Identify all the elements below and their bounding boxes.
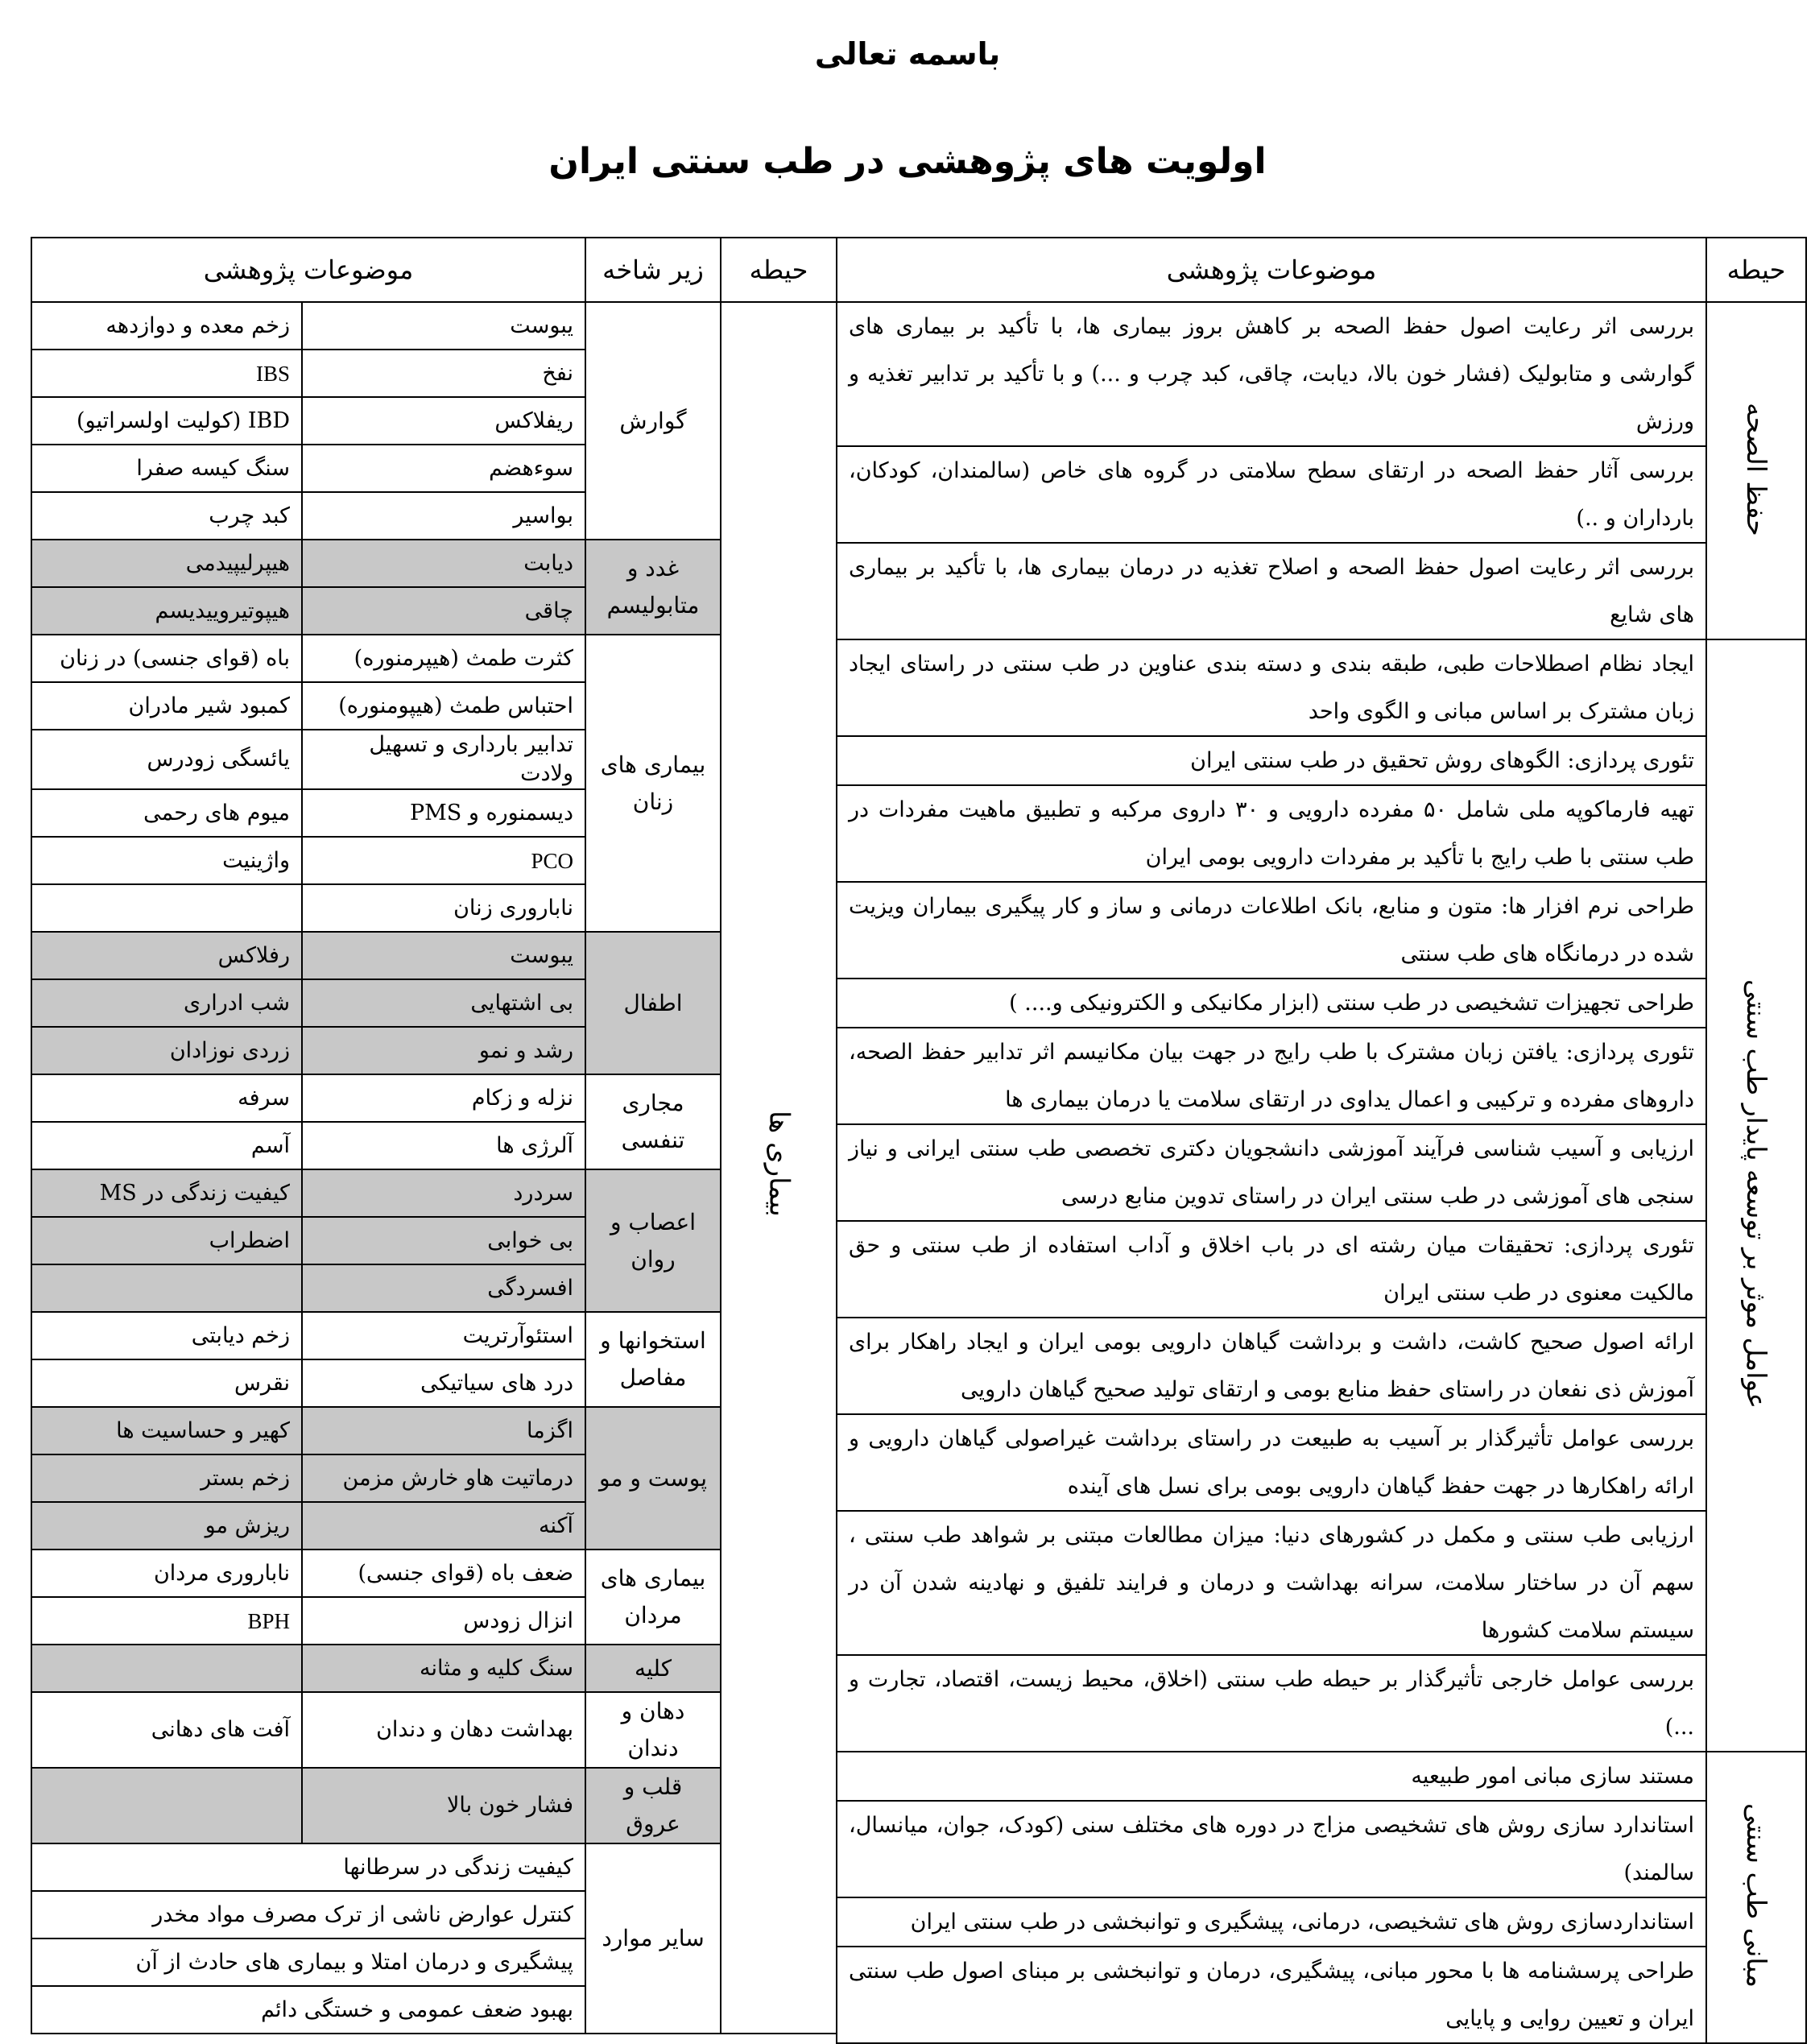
topic-cell: درماتیت هاو خارش مزمن bbox=[302, 1454, 585, 1502]
research-topic: طراحی تجهیزات تشخیصی در طب سنتی (ابزار مکانیکی و الکترونیکی و.... ) bbox=[837, 979, 1706, 1028]
topic-cell: میوم های رحمی bbox=[31, 789, 302, 837]
subbranch-cell: مجاری تنفسی bbox=[585, 1074, 721, 1169]
topic-row bbox=[837, 1655, 1806, 1752]
topic-cell: رشد و نمو bbox=[302, 1027, 585, 1074]
topic-cell: تدابیر بارداری و تسهیل ولادت bbox=[302, 730, 585, 789]
topic-cell: زخم دیابتی bbox=[31, 1312, 302, 1359]
topic-cell: درد های سیاتیکی bbox=[302, 1359, 585, 1407]
topic-row bbox=[837, 1752, 1806, 1801]
topic-row bbox=[837, 1947, 1806, 2043]
topic-cell: نقرس bbox=[31, 1359, 302, 1407]
right-table-header bbox=[837, 238, 1806, 302]
header-domain: حیطه bbox=[1706, 238, 1806, 302]
topic-cell: سنگ کلیه و مثانه bbox=[302, 1645, 585, 1692]
topic-cell: پیشگیری و درمان امتلا و بیماری های حادث از آن bbox=[31, 1938, 585, 1986]
topic-cell: یبوست bbox=[302, 932, 585, 979]
topic-cell: اضطراب bbox=[31, 1217, 302, 1264]
topic-row bbox=[837, 543, 1806, 639]
topic-cell: یائسگی زودرس bbox=[31, 730, 302, 789]
research-topic: استانداردسازی روش های تشخیصی، درمانی، پیشگیری و توانبخشی در طب سنتی ایران bbox=[837, 1897, 1706, 1947]
domain-cell bbox=[1706, 639, 1806, 1752]
research-topic: طراحی پرسشنامه ها با محور مبانی، پیشگیری، درمان و توانبخشی بر مبنای اصول طب سنتی ایران و تعیین روایی و پایایی bbox=[837, 1947, 1706, 2043]
topic-cell: نزله و زکام bbox=[302, 1074, 585, 1122]
topic-cell: چاقی bbox=[302, 587, 585, 635]
research-topic: ایجاد نظام اصطلاحات طبی، طبقه بندی و دسته بندی عناوین در طب سنتی در راستای ایجاد زبان مشترک بر اساس مبانی و الگوی واحد bbox=[837, 639, 1706, 736]
topic-cell: دیابت bbox=[302, 540, 585, 587]
topic-cell: زخم بستر bbox=[31, 1454, 302, 1502]
topic-cell: بهداشت دهان و دندان bbox=[302, 1692, 585, 1768]
subbranch-cell: کلیه bbox=[585, 1645, 721, 1692]
domain-cell-diseases bbox=[721, 302, 837, 2034]
topic-cell: یبوست bbox=[302, 302, 585, 350]
topic-row bbox=[837, 1221, 1806, 1318]
disease-row bbox=[31, 1768, 837, 1843]
research-topic: مستند سازی مبانی امور طبیعیه bbox=[837, 1752, 1706, 1801]
topic-cell: کیفیت زندگی در MS bbox=[31, 1169, 302, 1217]
header-subbranch: زیر شاخه bbox=[585, 238, 721, 302]
research-topic: استاندارد سازی روش های تشخیصی مزاج در دوره های مختلف سنی (کودک، جوان، میانسال، سالمند) bbox=[837, 1801, 1706, 1897]
topic-cell: استئوآرتریت bbox=[302, 1312, 585, 1359]
topic-cell: کبد چرب bbox=[31, 492, 302, 540]
topic-cell: بی خوابی bbox=[302, 1217, 585, 1264]
topic-cell: باه (قوای جنسی) در زنان bbox=[31, 635, 302, 682]
topic-cell: آسم bbox=[31, 1122, 302, 1169]
research-topic: ارزیابی طب سنتی و مکمل در کشورهای دنیا: میزان مطالعات مبتنی بر شواهد طب سنتی ، سهم آن در ساختار سلامت، سرانه بهداشت و درمان و فرایند تلفیق و نهادینه شدن آن در سیستم سلامت کشورها bbox=[837, 1511, 1706, 1655]
disease-row bbox=[31, 1312, 837, 1359]
topic-cell: ناباروری زنان bbox=[302, 884, 585, 932]
topic-cell: هیپوتیروییدیسم bbox=[31, 587, 302, 635]
topic-row bbox=[837, 1318, 1806, 1414]
topic-cell: کهیر و حساسیت ها bbox=[31, 1407, 302, 1454]
topic-row bbox=[837, 736, 1806, 785]
topic-cell: دیسمنوره و PMS bbox=[302, 789, 585, 837]
topic-cell: زخم معده و دوازدهه bbox=[31, 302, 302, 350]
topic-row bbox=[837, 1801, 1806, 1897]
topic-cell: کیفیت زندگی در سرطانها bbox=[31, 1843, 585, 1891]
topic-cell: فشار خون بالا bbox=[302, 1768, 585, 1843]
topic-cell: کثرت طمث (هیپرمنوره) bbox=[302, 635, 585, 682]
disease-row bbox=[31, 1407, 837, 1454]
research-topic: تئوری پردازی: یافتن زبان مشترک با طب رایج در جهت بیان مکانیسم اثر تدابیر حفظ الصحه، داروهای مفرده و ترکیبی و اعمال یداوی در ارتقای سلامت یا درمان بیماری ها bbox=[837, 1028, 1706, 1124]
topic-row bbox=[837, 1028, 1806, 1124]
subbranch-cell: غدد و متابولیسم bbox=[585, 540, 721, 635]
topic-row bbox=[837, 1897, 1806, 1947]
domain-label: حفظ الصحه bbox=[1741, 402, 1773, 536]
disease-row bbox=[31, 1169, 837, 1217]
topic-cell: آکنه bbox=[302, 1502, 585, 1550]
topic-row bbox=[837, 785, 1806, 882]
topic-row bbox=[837, 1124, 1806, 1221]
research-topic: تئوری پردازی: الگوهای روش تحقیق در طب سنتی ایران bbox=[837, 736, 1706, 785]
topic-cell: هیپرلیپیدمی bbox=[31, 540, 302, 587]
topic-cell: شب ادراری bbox=[31, 979, 302, 1027]
topic-cell: آلرژی ها bbox=[302, 1122, 585, 1169]
disease-row bbox=[31, 1550, 837, 1597]
header-topics: موضوعات پژوهشی bbox=[837, 238, 1706, 302]
topic-row bbox=[837, 882, 1806, 979]
topic-cell: انزال زودس bbox=[302, 1597, 585, 1645]
domain-cell bbox=[1706, 302, 1806, 639]
domain-label: عوامل موثر بر توسعه پایدار طب سنتی bbox=[1741, 979, 1773, 1409]
topic-cell: ریزش مو bbox=[31, 1502, 302, 1550]
topic-cell: اگزما bbox=[302, 1407, 585, 1454]
right-priorities-table bbox=[836, 237, 1807, 2044]
topic-cell: بواسیر bbox=[302, 492, 585, 540]
header-topics-left: موضوعات پژوهشی bbox=[31, 238, 585, 302]
topic-cell: واژینیت bbox=[31, 837, 302, 884]
topic-cell: رفلاکس bbox=[31, 932, 302, 979]
disease-row bbox=[31, 302, 837, 350]
topic-cell: بی اشتهایی bbox=[302, 979, 585, 1027]
subbranch-cell: سایر موارد bbox=[585, 1843, 721, 2034]
disease-row bbox=[31, 932, 837, 979]
topic-cell: بهبود ضعف عمومی و خستگی دائم bbox=[31, 1986, 585, 2034]
domain-cell bbox=[1706, 1752, 1806, 2043]
research-topic: تهیه فارماکوپه ملی شامل ۵۰ مفرده دارویی و ۳۰ داروی مرکبه و تطبیق ماهیت مفردات در طب سنتی با طب رایج با تأکید بر مفردات دارویی بومی ایران bbox=[837, 785, 1706, 882]
subbranch-cell: قلب و عروق bbox=[585, 1768, 721, 1843]
topic-cell: افسردگی bbox=[302, 1264, 585, 1312]
disease-row bbox=[31, 1645, 837, 1692]
disease-row bbox=[31, 1692, 837, 1768]
topic-cell: ضعف باه (قوای جنسی) bbox=[302, 1550, 585, 1597]
left-diseases-table bbox=[31, 237, 837, 2034]
disease-row bbox=[31, 1074, 837, 1122]
topic-cell: IBS bbox=[31, 350, 302, 397]
topic-row bbox=[837, 979, 1806, 1028]
research-topic: بررسی عوامل تأثیرگذار بر آسیب به طبیعت در راستای برداشت غیراصولی گیاهان دارویی و ارائه راهکارها در جهت حفظ گیاهان دارویی بومی برای نسل های آینده bbox=[837, 1414, 1706, 1511]
topic-row bbox=[837, 1414, 1806, 1511]
subbranch-cell: اطفال bbox=[585, 932, 721, 1074]
topic-cell: کمبود شیر مادران bbox=[31, 682, 302, 730]
research-topic: طراحی نرم افزار ها: متون و منابع، بانک اطلاعات درمانی و ساز و کار پیگیری بیماران ویزیت شده در درمانگاه های طب سنتی bbox=[837, 882, 1706, 979]
topic-row bbox=[837, 639, 1806, 736]
topic-cell: BPH bbox=[31, 1597, 302, 1645]
disease-row bbox=[31, 1843, 837, 1891]
topic-cell bbox=[31, 884, 302, 932]
research-topic: تئوری پردازی: تحقیقات میان رشته ای در باب اخلاق و آداب استفاده از طب سنتی و حق مالکیت معنوی در طب سنتی ایران bbox=[837, 1221, 1706, 1318]
topic-cell: سردرد bbox=[302, 1169, 585, 1217]
topic-cell: ریفلاکس bbox=[302, 397, 585, 445]
topic-cell: کنترل عوارض ناشی از ترک مصرف مواد مخدر bbox=[31, 1891, 585, 1938]
document-title: اولویت های پژوهشی در طب سنتی ایران bbox=[548, 141, 1267, 182]
subbranch-cell: بیماری های مردان bbox=[585, 1550, 721, 1645]
topic-cell bbox=[31, 1264, 302, 1312]
domain-label-diseases: بیماری ها bbox=[763, 1111, 796, 1217]
topic-cell: PCO bbox=[302, 837, 585, 884]
domain-label: مبانی طب سنتی bbox=[1741, 1803, 1773, 1988]
topic-cell: احتباس طمث (هیپومنوره) bbox=[302, 682, 585, 730]
disease-row bbox=[31, 635, 837, 682]
subbranch-cell: دهان و دندان bbox=[585, 1692, 721, 1768]
topic-row bbox=[837, 446, 1806, 543]
topic-cell bbox=[31, 1768, 302, 1843]
topic-row bbox=[837, 1511, 1806, 1655]
research-topic: بررسی عوامل خارجی تأثیرگذار بر حیطه طب سنتی (اخلاق، محیط زیست، اقتصاد، تجارت و ...) bbox=[837, 1655, 1706, 1752]
topic-cell: زردی نوزادان bbox=[31, 1027, 302, 1074]
topic-cell: ناباروری مردان bbox=[31, 1550, 302, 1597]
topic-cell bbox=[31, 1645, 302, 1692]
header-domain-left: حیطه bbox=[721, 238, 837, 302]
subbranch-cell: اعصاب و روان bbox=[585, 1169, 721, 1312]
topic-cell: نفخ bbox=[302, 350, 585, 397]
topic-row bbox=[837, 302, 1806, 446]
disease-row bbox=[31, 540, 837, 587]
subbranch-cell: پوست و مو bbox=[585, 1407, 721, 1550]
subbranch-cell: بیماری های زنان bbox=[585, 635, 721, 932]
topic-cell: سرفه bbox=[31, 1074, 302, 1122]
research-topic: بررسی آثار حفظ الصحه در ارتقای سطح سلامتی در گروه های خاص (سالمندان، کودکان، بارداران و ..) bbox=[837, 446, 1706, 543]
research-topic: بررسی اثر رعایت اصول حفظ الصحه و اصلاح تغذیه در درمان بیماری ها، با تأکید بر بیماری های شایع bbox=[837, 543, 1706, 639]
topic-cell: آفت های دهانی bbox=[31, 1692, 302, 1768]
topic-cell: سنگ کیسه صفرا bbox=[31, 445, 302, 492]
research-topic: ارائه اصول صحیح کاشت، داشت و برداشت گیاهان دارویی بومی ایران و ایجاد راهکار برای آموزش ذی نفعان در راستای حفظ منابع بومی و ارتقای تولید صحیح گیاهان دارویی bbox=[837, 1318, 1706, 1414]
left-table-header bbox=[31, 238, 837, 302]
research-topic: ارزیابی و آسیب شناسی فرآیند آموزشی دانشجویان دکتری تخصصی طب سنتی ایرانی و نیاز سنجی های آموزشی در طب سنتی ایران در راستای تدوین منابع درسی bbox=[837, 1124, 1706, 1221]
subbranch-cell: استخوانها و مفاصل bbox=[585, 1312, 721, 1407]
topic-cell: سوءهضم bbox=[302, 445, 585, 492]
research-topic: بررسی اثر رعایت اصول حفظ الصحه بر کاهش بروز بیماری ها، با تأکید بر بیماری های گوارشی و متابولیک (فشار خون بالا، دیابت، چاقی، کبد چرب و ...) و با تأکید بر تدابیر تغذیه و ورزش bbox=[837, 302, 1706, 446]
topic-cell: IBD (کولیت اولسراتیو) bbox=[31, 397, 302, 445]
subbranch-cell: گوارش bbox=[585, 302, 721, 540]
bismillah-heading: باسمه تعالی bbox=[814, 36, 1001, 72]
